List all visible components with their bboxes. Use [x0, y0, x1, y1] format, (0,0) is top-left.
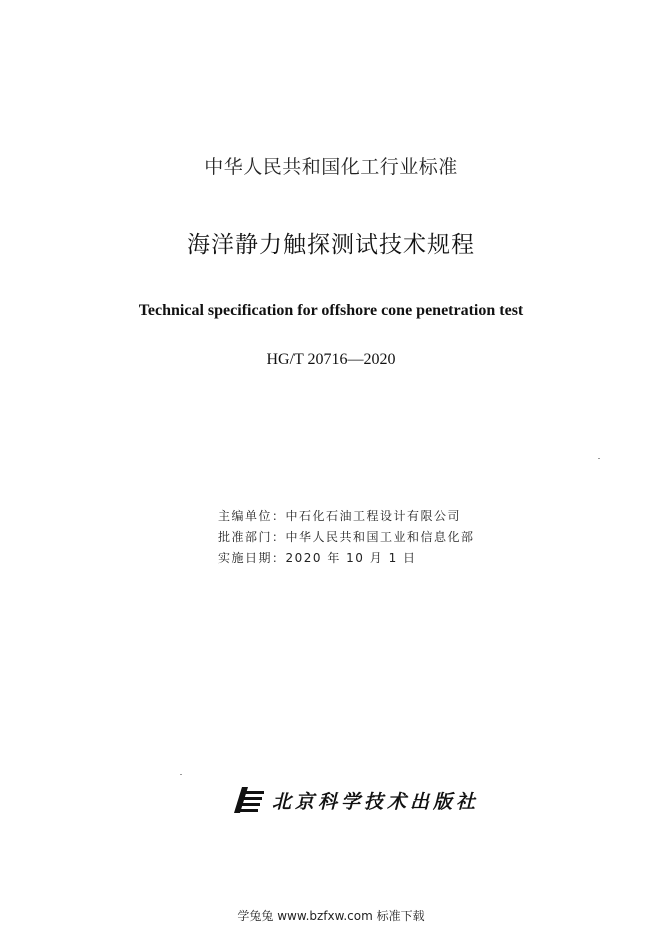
document-title-english: Technical specification for offshore cone penetration test: [138, 302, 524, 319]
footer-watermark-text: 学兔兔 www.bzfxw.com 标准下载: [237, 909, 425, 923]
scan-speck: [598, 458, 600, 459]
publisher-logo-icon: [232, 785, 266, 815]
document-title-chinese: 海洋静力触探测试技术规程: [187, 232, 475, 258]
approval-department: 批准部门：中华人民共和国工业和信息化部: [218, 530, 475, 544]
standard-code: HG/T 20716—2020: [266, 351, 396, 368]
effective-date: 实施日期：2020 年 10 月 1 日: [218, 551, 417, 565]
publisher-name: 北京科学技术出版社: [272, 790, 480, 813]
publication-info: [218, 506, 475, 569]
editor-unit: 主编单位：中石化石油工程设计有限公司: [218, 509, 462, 523]
industry-standard-heading: 中华人民共和国化工行业标准: [204, 156, 458, 178]
scan-speck: [180, 774, 182, 775]
publisher-block: [232, 782, 479, 818]
